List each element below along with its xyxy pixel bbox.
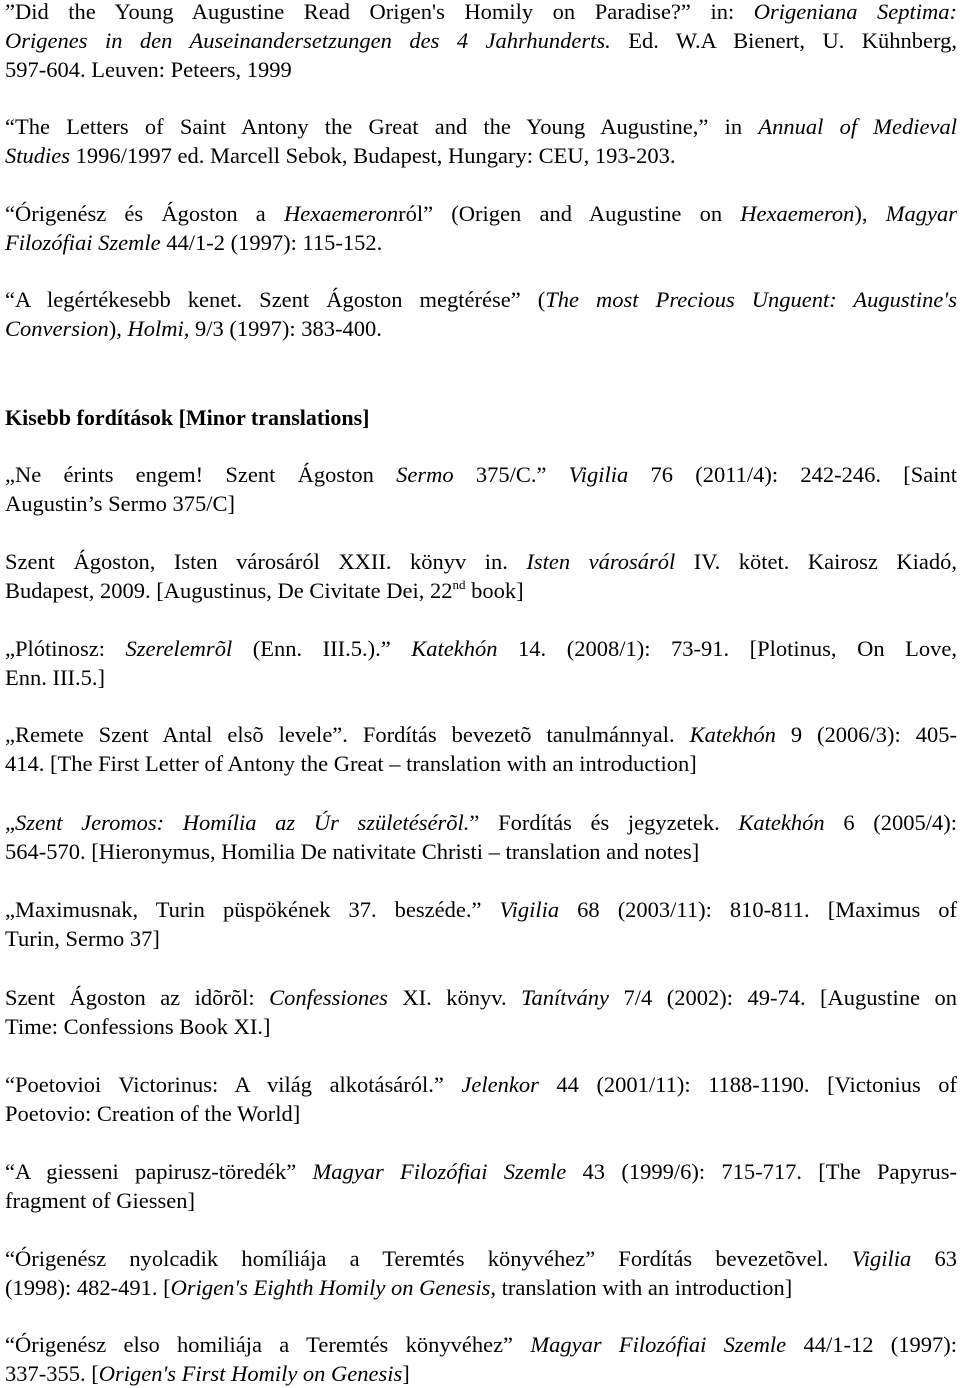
italic-text: Szent Jeromos: Homília az Úr születésérõl. (15, 810, 470, 835)
translation-entry (5, 808, 957, 866)
text-line (5, 547, 957, 576)
text-run: 14. (2008/1): 73-91. [Plotinus, On Love, (497, 636, 957, 661)
text-run: Poetovio: Creation of the World] (5, 1101, 301, 1126)
italic-text: Studies (5, 143, 70, 168)
section-heading (5, 403, 957, 432)
text-line (5, 112, 957, 141)
italic-text: Szerelemrõl (125, 636, 233, 661)
italic-text: Katekhón (738, 810, 825, 835)
text-line (5, 0, 957, 26)
translation-entry (5, 720, 957, 778)
text-run: (1998): 482-491. [ (5, 1275, 171, 1300)
italic-text: Hexaemeron (283, 201, 399, 226)
text-run: Augustin’s Sermo 375/C] (5, 491, 236, 516)
text-line (5, 489, 957, 518)
publication-entry (5, 112, 957, 170)
text-run: 63 (911, 1246, 958, 1271)
text-line (5, 1186, 957, 1215)
text-line (5, 314, 957, 343)
text-run: 44 (2001/11): 1188-1190. [Victonius of (538, 1072, 957, 1097)
text-run: “Poetovioi Victorinus: A világ alkotásáról.” (5, 1072, 462, 1097)
text-run: “The Letters of Saint Antony the Great and the Young Augustine,” in (5, 114, 759, 139)
text-line (5, 460, 957, 489)
text-run: 337-355. [ (5, 1361, 99, 1386)
text-line (5, 634, 957, 663)
italic-text: Holmi (127, 316, 184, 341)
text-run: 44/1-2 (1997): 115-152. (160, 230, 383, 255)
italic-text: Jelenkor (461, 1072, 539, 1097)
italic-text: Magyar (885, 201, 957, 226)
text-run: 6 (2005/4): (824, 810, 957, 835)
text-run: „Remete Szent Antal elsõ levele”. Fordítás bevezetõ tanulmánnyal. (5, 722, 690, 747)
text-line (5, 749, 957, 778)
text-line (5, 1244, 957, 1273)
text-run: 9 (2006/3): 405- (775, 722, 958, 747)
text-run: „Plótinosz: (5, 636, 126, 661)
text-run: XI. könyv. (387, 985, 522, 1010)
text-line (5, 576, 957, 605)
text-run: 44/1-12 (1997): (786, 1332, 957, 1357)
text-line (5, 403, 957, 432)
text-line (5, 1012, 957, 1041)
text-run: “Órigenész elso homiliája a Teremtés könyvéhez” (5, 1332, 531, 1357)
text-run: “A legértékesebb kenet. Szent Ágoston megtérése” ( (5, 287, 546, 312)
text-run: ] (402, 1361, 410, 1386)
text-run: (Enn. III.5.).” (232, 636, 412, 661)
text-run: Szent Ágoston az idõrõl: (5, 985, 270, 1010)
italic-text: Katekhón (411, 636, 498, 661)
italic-text: Filozófiai Szemle (5, 230, 161, 255)
text-line (5, 1099, 957, 1128)
text-run: „ (5, 810, 15, 835)
text-run: “A giesseni papirusz-töredék” (5, 1159, 313, 1184)
superscript-text: nd (452, 577, 466, 592)
text-run: IV. kötet. Kairosz Kiadó, (675, 549, 957, 574)
text-line (5, 1157, 957, 1186)
text-run: 76 (2011/4): 242-246. [Saint (628, 462, 958, 487)
text-run: Budapest, 2009. [Augustinus, De Civitate Dei, 22 (5, 578, 453, 603)
text-run: 414. [The First Letter of Antony the Great – translation with an introduction] (5, 751, 697, 776)
text-line (5, 141, 957, 170)
text-run: Enn. III.5.] (5, 665, 105, 690)
text-line (5, 285, 957, 314)
text-run: “Órigenész nyolcadik homíliája a Teremtés könyvéhez” Fordítás bevezetõvel. (5, 1246, 852, 1271)
italic-text: Vigilia (499, 897, 560, 922)
text-run: „Ne érints engem! Szent Ágoston (5, 462, 397, 487)
text-run: 7/4 (2002): 49-74. [Augustine on (609, 985, 958, 1010)
text-run: ), (854, 201, 886, 226)
italic-text: Vigilia (851, 1246, 912, 1271)
translation-entry (5, 1330, 957, 1388)
text-run: 68 (2003/11): 810-811. [Maximus of (559, 897, 957, 922)
translation-entry (5, 895, 957, 953)
text-run: fragment of Giessen] (5, 1188, 195, 1213)
italic-text: Origenes in den Auseinandersetzungen des 4 Jahrhunderts. (5, 28, 611, 53)
translation-entry (5, 1157, 957, 1215)
italic-text: Katekhón (689, 722, 776, 747)
text-line (5, 720, 957, 749)
italic-text: Isten városáról (526, 549, 676, 574)
italic-text: Origeniana Septima: (753, 0, 957, 24)
text-run: Turin, Sermo 37] (5, 926, 160, 951)
text-run: ”Did the Young Augustine Read Origen's Homily on Paradise?” in: (5, 0, 754, 24)
italic-text: Hexaemeron (740, 201, 855, 226)
translation-entry (5, 983, 957, 1041)
text-run: „Maximusnak, Turin püspökének 37. beszéde.” (5, 897, 500, 922)
text-run: , translation with an introduction] (490, 1275, 793, 1300)
text-line (5, 983, 957, 1012)
text-line (5, 228, 957, 257)
text-run: Ed. W.A Bienert, U. Kühnberg, (610, 28, 957, 53)
text-line (5, 895, 957, 924)
text-line (5, 1070, 957, 1099)
italic-text: Sermo (396, 462, 454, 487)
text-run: book] (465, 578, 524, 603)
text-line (5, 1330, 957, 1359)
italic-text: Vigilia (568, 462, 629, 487)
translation-entry (5, 1070, 957, 1128)
italic-text: Tanítvány (521, 985, 610, 1010)
italic-text: Annual of Medieval (758, 114, 957, 139)
italic-text: Magyar Filozófiai Szemle (312, 1159, 567, 1184)
text-run: Szent Ágoston, Isten városáról XXII. könyv in. (5, 549, 527, 574)
text-run: 375/C.” (453, 462, 569, 487)
italic-text: Conversion (5, 316, 109, 341)
translation-entry (5, 634, 957, 692)
text-run: Kisebb fordítások [Minor translations] (5, 405, 370, 430)
publication-entry (5, 199, 957, 257)
italic-text: Confessiones (269, 985, 388, 1010)
publication-entry (5, 285, 957, 343)
italic-text: Magyar Filozófiai Szemle (530, 1332, 787, 1357)
text-line (5, 26, 957, 55)
text-run: 597-604. Leuven: Peteers, 1999 (5, 57, 292, 82)
text-line (5, 199, 957, 228)
text-line (5, 808, 957, 837)
translation-entry (5, 460, 957, 518)
text-run: ” Fordítás és jegyzetek. (469, 810, 739, 835)
text-line (5, 55, 957, 84)
text-line (5, 837, 957, 866)
text-run: Time: Confessions Book XI.] (5, 1014, 271, 1039)
italic-text: The most Precious Unguent: Augustine's (545, 287, 957, 312)
text-run: 43 (1999/6): 715-717. [The Papyrus- (566, 1159, 957, 1184)
text-run: “Órigenész és Ágoston a (5, 201, 284, 226)
text-run: , 9/3 (1997): 383-400. (183, 316, 382, 341)
translation-entry (5, 1244, 957, 1302)
text-line (5, 1359, 957, 1388)
text-line (5, 924, 957, 953)
publication-entry (5, 0, 957, 84)
text-run: 1996/1997 ed. Marcell Sebok, Budapest, Hungary: CEU, 193-203. (70, 143, 676, 168)
text-run: ), (108, 316, 128, 341)
text-line (5, 663, 957, 692)
text-run: 564-570. [Hieronymus, Homilia De nativitate Christi – translation and notes] (5, 839, 700, 864)
translation-entry (5, 547, 957, 605)
italic-text: Origen's Eighth Homily on Genesis (170, 1275, 491, 1300)
italic-text: Origen's First Homily on Genesis (98, 1361, 403, 1386)
text-run: ról” (Origen and Augustine on (398, 201, 741, 226)
text-line (5, 1273, 957, 1302)
